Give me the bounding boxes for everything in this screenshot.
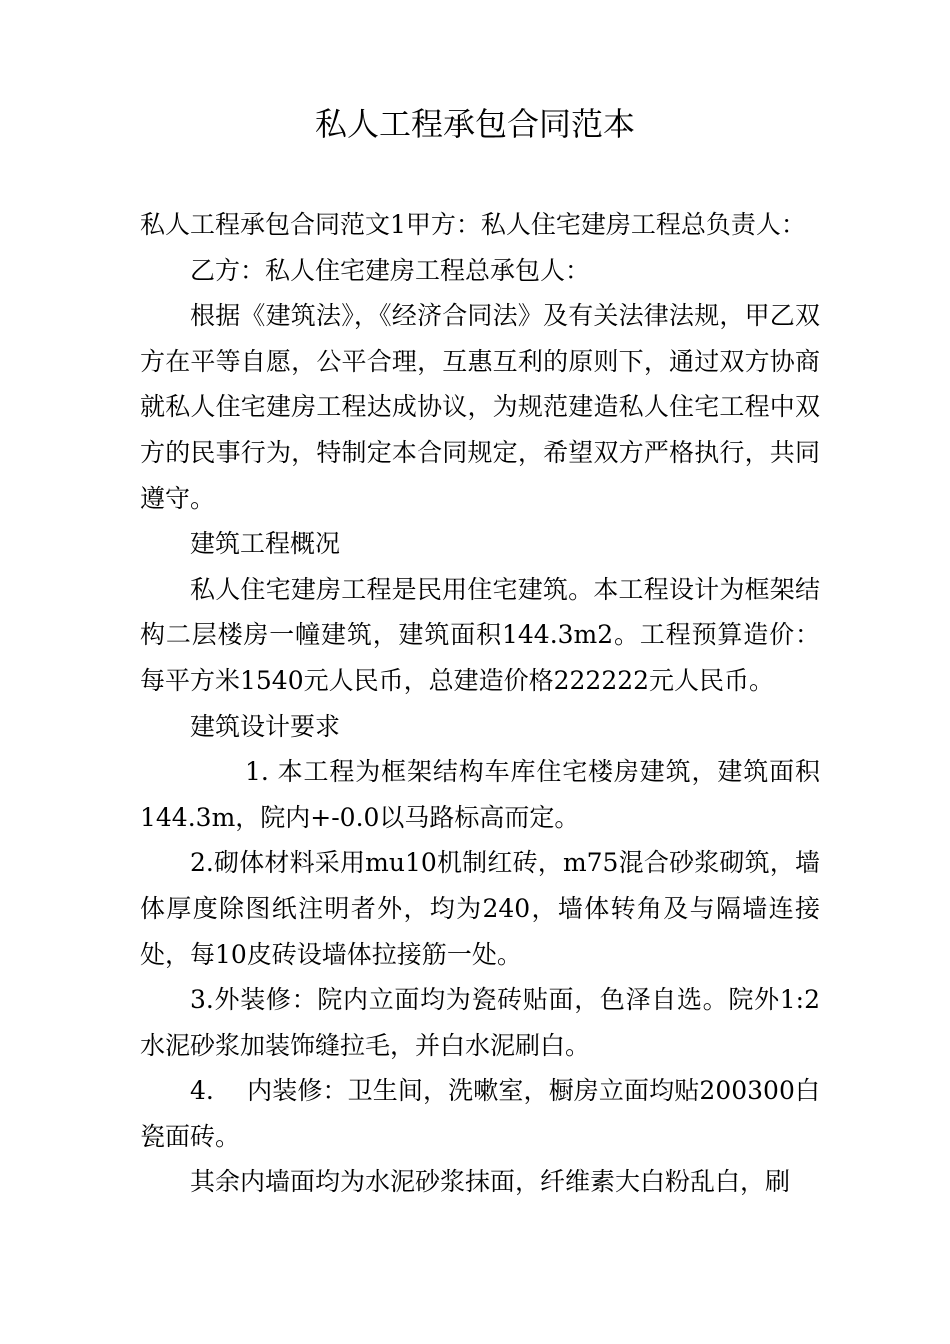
preamble-paragraph: 根据《建筑法》，《经济合同法》及有关法律法规，甲乙双方在平等自愿，公平合理，互惠互利的原则下，通过双方协商就私人住宅建房工程达成协议，为规范建造私人住宅工程中双方的民事行为，特制定本合同规定，希望双方严格执行，共同遵守。: [140, 301, 820, 513]
party-b-line: 乙方：私人住宅建房工程总承包人：: [190, 255, 591, 285]
section-heading-design: 建筑设计要求: [190, 711, 341, 741]
document-body: [140, 202, 820, 1205]
design-item-3: 3.外装修：院内立面均为瓷砖贴面，色泽自选。院外1:2水泥砂浆加装饰缝拉毛，并白水泥刷白。: [140, 985, 820, 1060]
design-item-1: 1. 本工程为框架结构车库住宅楼房建筑，建筑面积144.3m，院内+-0.0以马路标高而定。: [140, 757, 820, 832]
document-title: 私人工程承包合同范本: [314, 105, 635, 143]
design-item-2: 2.砌体材料采用mu10机制红砖，m75混合砂浆砌筑，墙体厚度除图纸注明者外，均为240，墙体转角及与隔墙连接处，每10皮砖设墙体拉接筋一处。: [140, 848, 820, 969]
party-a-line: 私人工程承包合同范文1甲方：私人住宅建房工程总负责人：: [140, 210, 806, 239]
design-item-4: 4. 内装修：卫生间，洗嗽室，橱房立面均贴200300白瓷面砖。: [140, 1076, 820, 1151]
interior-wall-paragraph: 其余内墙面均为水泥砂浆抹面，纤维素大白粉乱白，刷: [190, 1167, 791, 1197]
overview-paragraph: 私人住宅建房工程是民用住宅建筑。本工程设计为框架结构二层楼房一幢建筑，建筑面积144.3m2。工程预算造价：每平方米1540元人民币，总建造价格222222元人民币。: [140, 574, 820, 695]
section-heading-overview: 建筑工程概况: [190, 529, 341, 559]
